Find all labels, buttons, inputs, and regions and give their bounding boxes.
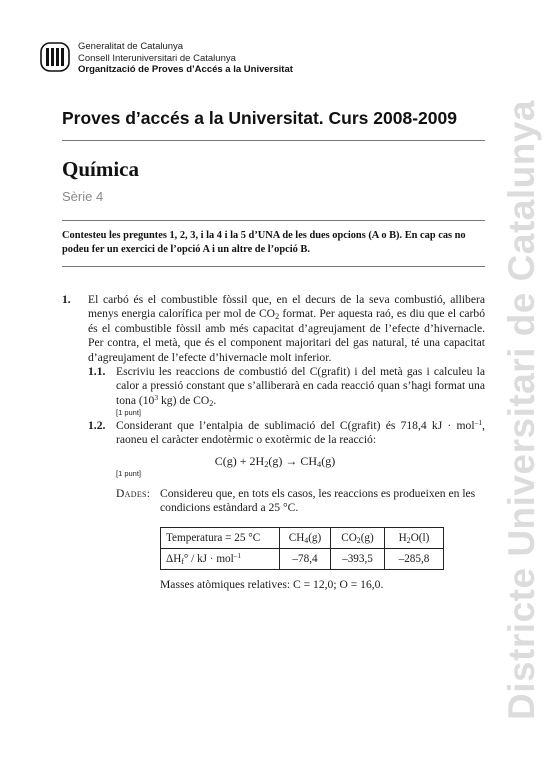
org-line-consell: Consell Interuniversitari de Catalunya: [78, 52, 236, 64]
divider-instructions-top: [62, 220, 485, 221]
org-line-generalitat: Generalitat de Catalunya: [78, 41, 184, 52]
enthalpy-table: [160, 527, 444, 570]
instructions: Contesteu les preguntes 1, 2, 3, i la 4 i la 5 d’UNA de les dues opcions (A o B). En cap cas no podeu fer un exercici de l’opció A i un altre de l’opció B.: [62, 230, 466, 255]
dades-label: Dades:: [116, 487, 151, 500]
reaction-equation: $C(g) + 2H_2(g) \to CH_4(g)$: [214, 454, 336, 469]
divider-top: [62, 140, 485, 141]
table-cell-co2: –393,5: [331, 549, 385, 570]
table-header-h2o: $H_2O(l)$: [385, 528, 444, 549]
question-number: 1.: [62, 293, 71, 306]
sidebar-watermark: Districte Universitari de Catalunya: [501, 100, 542, 720]
points-1-2: [1 punt]: [116, 469, 142, 478]
org-line-organitzacio: Organització de Proves d’Accés a la Universitat: [78, 64, 293, 75]
subquestion-1-2-number: 1.2.: [88, 419, 106, 432]
subquestion-1-1-number: 1.1.: [88, 365, 106, 378]
atomic-masses: Masses atòmiques relatives: C = 12,0; O = 16,0.: [160, 578, 384, 591]
table-header-temperature: Temperatura = 25 °C: [161, 528, 280, 549]
subquestion-1-1-text: Escriviu les reaccions de combustió del C(grafit) i del metà gas i calculeu la calor a pressió constant que s’alliberarà en cada reacció quan s’hagi format una tona ($10^3$ kg) de $CO_2$.: [116, 365, 485, 408]
question-intro: El carbó és el combustible fòssil que, en el decurs de la seva combustió, allibera menys energia calorífica per mol de $CO_2$ format. Per aquesta raó, es diu que el carbó és el combustible fòssil amb més capacitat d’agreujament de l’efecte d’hivernacle. Per contra, el metà, que és el component majoritari del gas natural, té una capacitat d’agreujament de l’efecte d’hivernacle molt inferior.: [88, 293, 486, 364]
table-header-ch4: $CH_4(g)$: [280, 528, 331, 549]
generalitat-logo: [40, 42, 70, 72]
divider-instructions-bottom: [62, 266, 485, 267]
table-row: [161, 549, 444, 570]
table-row-label: $\Delta H_f^\circ$ / kJ · mol$^{-1}$: [161, 549, 280, 570]
org-block: [78, 41, 293, 76]
exam-title: Proves d’accés a la Universitat. Curs 2008-2009: [62, 108, 457, 128]
table-cell-h2o: –285,8: [385, 549, 444, 570]
table-header-row: [161, 528, 444, 549]
points-1-1: [1 punt]: [116, 408, 142, 417]
subject-title: Química: [62, 157, 139, 181]
table-header-co2: $CO_2(g)$: [331, 528, 385, 549]
subquestion-1-2-text: Considerant que l’entalpia de sublimació del C(grafit) és 718,4 kJ · mol$^{-1}$, raoneu el caràcter endotèrmic o exotèrmic de la reacció:: [116, 418, 485, 447]
serie-label: Sèrie 4: [62, 189, 104, 204]
dades-text: Considereu que, en tots els casos, les reaccions es produeixen en les condicions estàndard a 25 °C.: [160, 487, 476, 515]
table-cell-ch4: –78,4: [280, 549, 331, 570]
